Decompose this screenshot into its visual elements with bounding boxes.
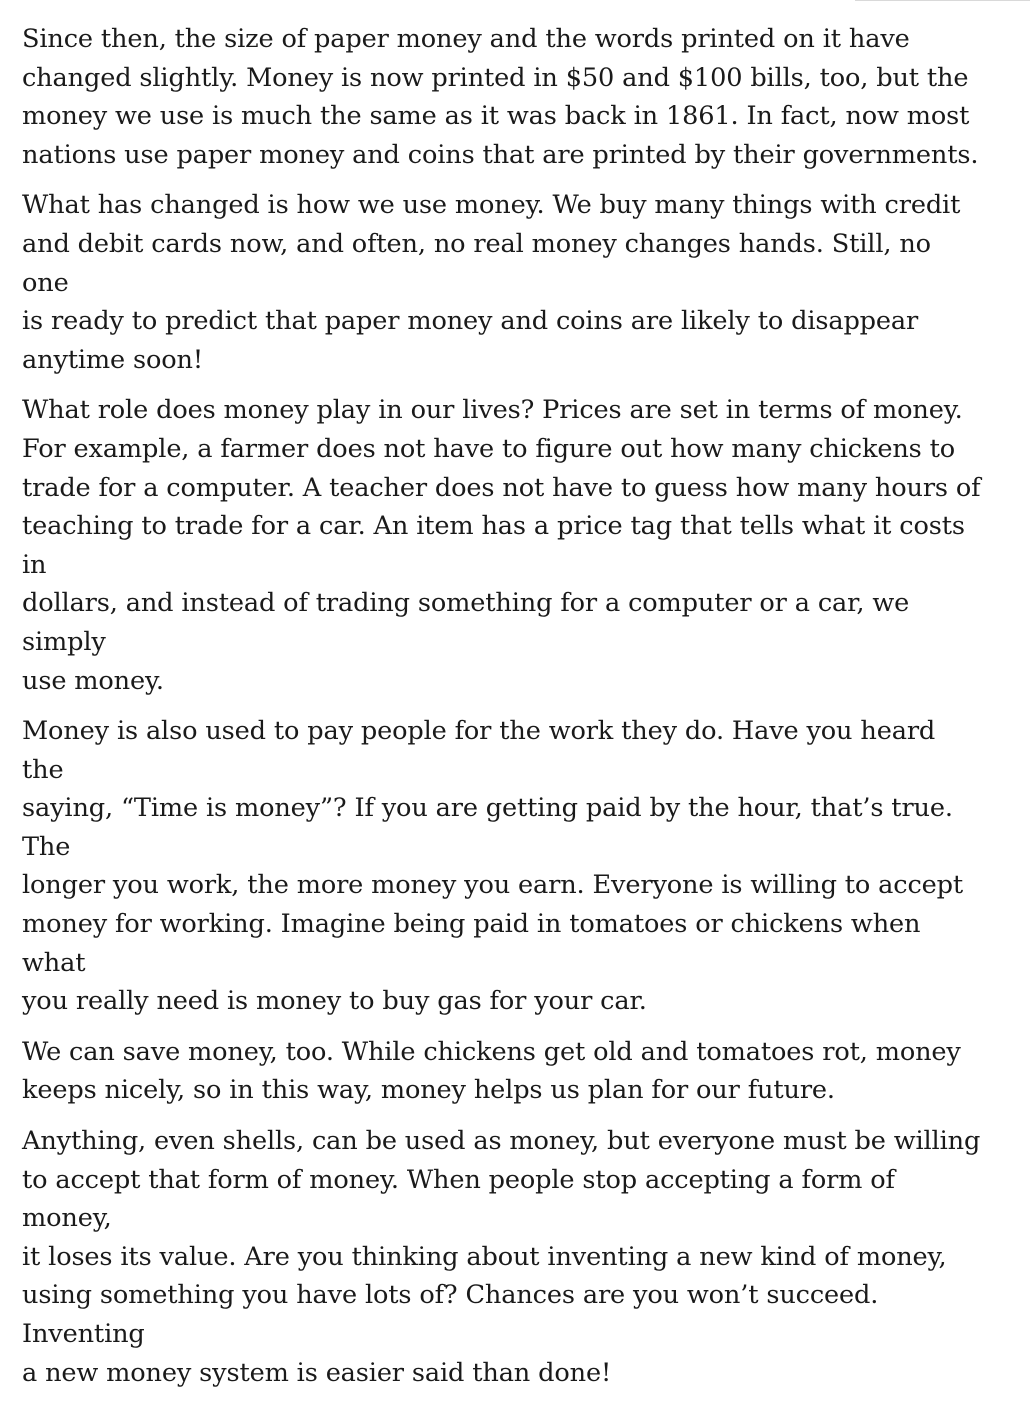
article-body: [22, 20, 982, 1404]
paragraph-paper-money-history: Since then, the size of paper money and the words printed on it have changed slightly. Money is now printed in $50 and $100 bills, too, but the money we use is much the same as it was back in 1861. In fact, now most nations use paper money and coins that are printed by their governments.: [22, 24, 979, 170]
paragraph-how-we-use-money: What has changed is how we use money. We buy many things with credit and debit cards now, and often, no real money changes hands. Still, no one is ready to predict that paper money and coins are likely to disappear anytime soon!: [22, 190, 961, 375]
paragraph-role-of-money: What role does money play in our lives? Prices are set in terms of money. For example, a farmer does not have to figure out how many chickens to trade for a computer. A teacher does not have to guess how many hours of teaching to trade for a car. An item has a price tag that tells what it costs in dollars, and instead of trading something for a computer or a car, we simply use money.: [22, 395, 981, 696]
paragraph-save-money: We can save money, too. While chickens get old and tomatoes rot, money keeps nicely, so in this way, money helps us plan for our future.: [22, 1036, 961, 1106]
paragraph-pay-for-work: Money is also used to pay people for the work they do. Have you heard the saying, “Time is money”? If you are getting paid by the hour, that’s true. The longer you work, the more money you earn. Everyone is willing to accept money for working. Imagine being paid in tomatoes or chickens when what you really need is money to buy gas for your car.: [22, 716, 964, 1017]
paragraph-inventing-money: Anything, even shells, can be used as money, but everyone must be willing to accept that form of money. When people stop accepting a form of money, it loses its value. Are you thinking about inventing a new kind of money, using something you have lots of? Chances are you won’t succeed. Inventing a new money system is easier said than done!: [22, 1126, 981, 1388]
top-divider: [855, 0, 1030, 1]
